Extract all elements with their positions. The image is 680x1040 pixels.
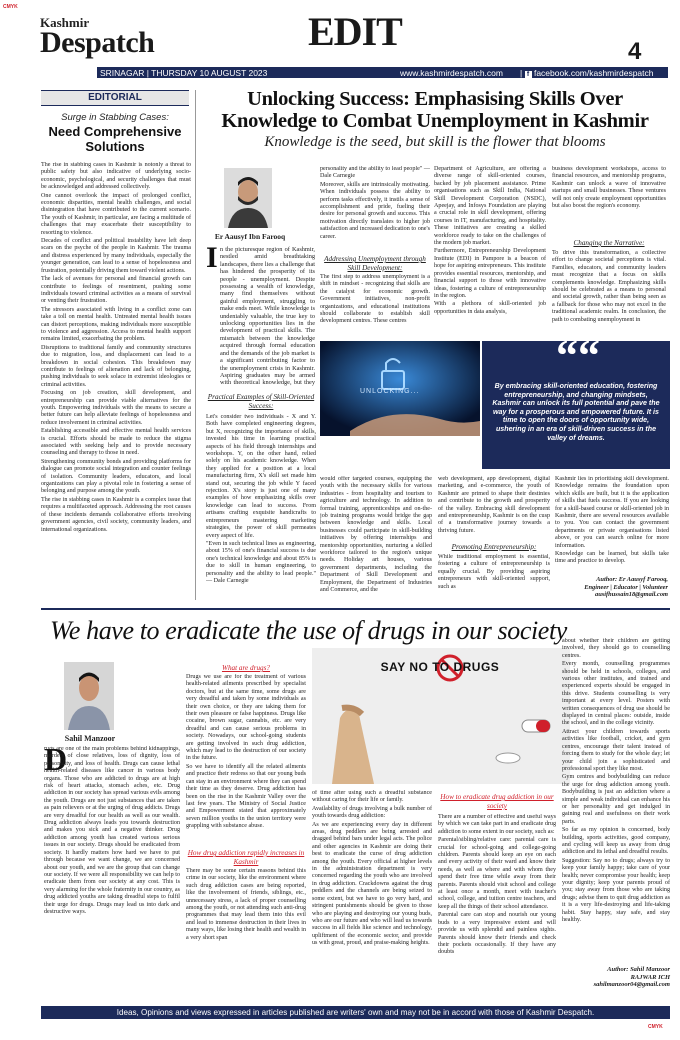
paragraph: Decades of conflict and political instability have left deep scars on the psyche of the people in Kashmir. The trauma and distress experienced by many individuals, especially the younger generation, can lead to a sense of hopelessness and frustration, potentially driving them toward violent actions. (41, 238, 191, 274)
feature-col1 (220, 246, 315, 386)
feature-col2-sub: Addressing Unemployment through Skill Development: (324, 255, 426, 272)
footer-disclaimer: Ideas, Opinions and views expressed in articles published are writers' own and may not be in accord with those of Kashmir Despatch. (116, 1008, 595, 1017)
cmyk-label: CMYK (3, 4, 18, 10)
drugs-col4 (438, 814, 556, 1004)
paragraph: Disruptions to traditional family and community structures due to migration, loss, and displacement can lead to a breakdown in social cohesion. This breakdown may contribute to feelings of alienation and lack of belonging, pushing individuals to seek solace in extremist ideologies or criminal activities. (41, 344, 191, 388)
website-link[interactable]: www.kashmirdespatch.com (400, 68, 503, 78)
section-divider (41, 608, 670, 610)
paragraph: Strengthening community bonds and providing platforms for dialogue can promote social integration and counter feelings of isolation. Community leaders, educators, and local organizations can play a pivotal role in fostering a sense of belonging and purpose among the youth. (41, 458, 191, 495)
column-divider (195, 90, 196, 600)
paragraph: Parental care can stop and nourish our young buds to a very impressive extent and will provide us with splendid and painless sights. Parents should know their friends and check their pockets occasionally. If they have any doubts (438, 912, 556, 956)
feature-col4 (552, 166, 666, 234)
author-photo-illustration (224, 168, 272, 228)
facebook-separator: | (520, 68, 525, 78)
feature-lower3 (555, 476, 669, 574)
paragraph: Let's consider two individuals - X and Y. Both have completed engineering degrees, but X, recognizing the importance of skills, invested his time in learning practical aspects of his field through internships and workshops. Y, on the other hand, relied solely on his academic knowledge. When they applied for a position at a local manufacturing firm, X's skill set made him stand out, securing the job while Y faced rejection. X's story is just one of many examples of how emphasizing skills over knowledge can lead to success. From artisans crafting exquisite handicrafts to entrepreneurs mastering marketing strategies, the power of skill permeates every aspect of life. (206, 414, 316, 539)
drugs-col2b (186, 868, 306, 1004)
feature-lower2-sub: Promoting Entrepreneurship: (451, 543, 537, 551)
paragraph: The first step to address unemployment is a shift in mindset - recognizing that skills are the catalyst for economic growth. Government initiatives, non-profit organizations, and educational institutions should collaborate to establish skill development centres. These centres (320, 274, 430, 325)
feature-bio-email[interactable]: ausifhussain18@gmail.com (595, 591, 668, 599)
feature-lower1 (320, 476, 432, 602)
say-no-text: SAY NO TO DRUGS (380, 660, 500, 674)
paragraph: So we have to identify all the related ailments and practice their redress so that our young buds can stay in an environment where they can spend their time as they deserve. Drug addiction has been on the rise in the Kashmir Valley over the last few years. The Ministry of Social Justice and Empowerment stated that approximately seven million youths in the union territory were grappling with substance abuse. (186, 763, 306, 830)
paragraph: Kashmir lies in prioritising skill development. Knowledge remains the foundation upon which skills are built, but it is the application of skills that fuels success. If you are looking for a skill-based course or skill-oriented job in Kashmir, there are several resources available to you. You can contact the government departments or private organisations listed above, or you can search online for more information. (555, 476, 669, 549)
drugs-col2-sub2: How drug addiction rapidly increases in Kashmir (187, 849, 305, 866)
paragraph: Drugs we use are for the treatment of various health-related ailments prescribed by specialist doctors, but at the same time, some drugs are very dreadful and taken by some individuals as their own choice, or they are taking them for their own pleasure or false happiness. Drugs like cocaine, brown sugar, cannabis, etc. are very dreadful and can cause serious problems in society. Nowadays, our school-going students are getting involved in such drug addiction, which may lead to the destruction of our society in the future. (186, 674, 306, 762)
drugs-headline: We have to eradicate the use of drugs in our society (50, 616, 567, 645)
facebook-link[interactable] (520, 68, 653, 78)
editorial-kicker: Surge in Stabbing Cases: (61, 112, 169, 123)
footer-cmyk: CMYK (648, 1024, 663, 1030)
feature-lower2 (438, 476, 550, 536)
drugs-author-name: Sahil Manzoor (64, 734, 116, 743)
paragraph: Focusing on job creation, skill development, and entrepreneurship can provide viable alternatives for the youth. Empowering individuals with the means to secure a better future can help alleviate feelings of hopelessness and reduce involvement in criminal activities. (41, 390, 191, 426)
paragraph: So far as my opinion is concerned, body building, sports activities, good company, and cycling will keep us away from drug addiction and its lethal and dreadful results. (562, 827, 670, 856)
brand-kashmir: Kashmir (40, 15, 90, 30)
paragraph: of time after using such a dreadful substance without caring for their life or family. (312, 790, 432, 804)
feature-col2 (320, 166, 430, 250)
editorial-body (41, 162, 191, 602)
facebook-url: facebook.com/kashmirdespatch (533, 68, 654, 78)
paragraph: Gym centres and bodybuilding can reduce the urge for drug addiction among youth. Bodybuilding is just an addiction where a simple and weak individual can enhance his or her personality and get indulged in gaining real and usefulness on their work parts. (562, 774, 670, 825)
paragraph: Every month, counselling programmes should be held in schools, colleges, and various other institutes, and trained and experienced experts should be engaged in this drive. Students counselling is very important at every level. Posters with written consequences of drug use should be displayed in central places: outside, inside the school, and in the college vicinity. (562, 661, 670, 727)
paragraph: As we are experiencing every day in different areas, drug peddlers are being arrested and dragged behind bars under legal acts. The police and other agencies in Kashmir are doing their best to eradicate the curse of drug addiction among the youth. Every official at higher levels in the administration department is very concerned regarding the youth who are involved in drug addiction. Crackdowns against the drug peddlers and the channels are being seized to some extent, but we have to go very hard, and stringent punishments should be given to those who are playing and destroying our young buds, who are our future and who will lead us towards success in all fields like science and technology, upliftment of the economic sector, and provide us with great, proud, and praise-making heights. (312, 821, 432, 947)
feature-col1b (206, 414, 316, 602)
facebook-icon: f (525, 71, 532, 78)
paragraph: Furthermore, Entrepreneurship Development Institute (EDI) in Pampore is a beacon of hope for aspiring entrepreneurs. This institute provides essential resources, mentorship, and financial support to those with innovative ideas, fostering a culture of entrepreneurship in the region. (434, 248, 546, 299)
paragraph: about whether their children are getting involved, they should go to counselling centres. (562, 638, 670, 659)
drugs-col3 (312, 790, 432, 1004)
paragraph: Establishing accessible and effective mental health services is crucial. Efforts should be made to reduce the stigma associated with seeking help and to provide necessary counseling and therapy to those in need. (41, 428, 191, 457)
page-number: 4 (628, 38, 642, 65)
paragraph: rugs are one of the main problems behind kidnappings, murders of close relatives, loss of dignity, loss of personality, and loss of health. Drugs can cause lethal health-related diseases like cancer in various body organs. Those who are addicted to drugs are at high risk of heart attacks, stomach aches, etc. Drug addiction in our society has spread various evils among the youth. Drugs are not just substances that are taken as pain relievers or at the urging of drug addicts. Drugs are very dreadful for our health as well as our wealth. Drug addiction always leads you towards destruction and makes you sick and a negative thinker. Drug addiction among youth has created various serious issues in our society. Drugs should be eradicated from society. It hardly matters how hard we have to put through because we want change, we are concerned about our youth, and we are the group that can change our society. If we were all responsibility we can help to eradicate them from our society at any cost. This is very alarming for the whole fraternity in our country, as drug addicted youths are taking dreadful steps to fulfil their urge for drugs. Drugs may lead us into dark and destructive ways. (44, 746, 180, 915)
paragraph: business development workshops, access to financial resources, and mentorship programs, Kashmir can unlock a wave of innovative startups and small businesses. These ventures will not only create employment opportunities but also boost the region's economy. (552, 166, 666, 210)
unlocking-image-text: UNLOCKING... (360, 388, 420, 395)
paragraph: The rise in stabbing cases in Kashmir is a complex issue that requires a multifaceted approach. Addressing the root causes of these incidents demands collaborative efforts involving government agencies, civil society, community leaders, and international organizations. (41, 496, 191, 533)
cmyk-registration-mark (3, 4, 18, 10)
paragraph: Availability of drugs involving a bulk number of youth towards drug addiction: (312, 805, 432, 820)
drugs-col2-sub: What are drugs? (221, 665, 271, 672)
drugs-author-illustration (64, 662, 114, 730)
drugs-col4-sub: How to eradicate drug addiction in our society (440, 793, 554, 810)
feature-bio-role: Engineer | Educator | Volunteer (584, 583, 668, 591)
feature-col2b (320, 274, 430, 336)
drugs-bio (562, 966, 670, 989)
paragraph: Parental/sibling/relative care: parental care is crucial for school-going and college-going children. Parents should keep an eye on each and every activity of their ward and know their needs, as well as where and with whom they spend their free time while away from their parents. Parents should visit school and college at least once a month, meet with teacher's school, college, and tuition centre teachers, and keep all the things of their school attendance. (438, 837, 556, 910)
paragraph: To drive this transformation, a collective effort to change societal perceptions is vital. Families, educators, and community leaders must recognize that a focus on skills complements knowledge. Emphasizing skills should be celebrated as a means to personal and societal growth, rather than being seen as a fallback for those who may not excel in the traditional academic realm. In conclusion, the path to combating unemployment in (552, 250, 666, 323)
paragraph: would offer targeted courses, equipping the youth with the necessary skills for various industries - from hospitality and tourism to agriculture and technology. In addition to formal training, apprenticeships and on-the-job training programs would bridge the gap between knowledge and skills. Local businesses could participate in skill-building initiatives by offering internships and mentorship opportunities, nurturing a skilled workforce tailored to the region's unique needs. Holiday art houses, various government departments, including the Department of Skill Development and Employment, the Department of Industries and Commerce, and the (320, 476, 432, 594)
drugs-author-photo (64, 662, 114, 730)
section-title: EDIT (308, 9, 402, 54)
drugs-col5 (562, 638, 670, 964)
editorial-title: Need Comprehensive Solutions (48, 124, 182, 154)
feature-col4b (552, 250, 666, 336)
drugs-col2 (186, 674, 306, 844)
paragraph: n the picturesque region of Kashmir, nestled amid breathtaking landscapes, there lies a challenge that has hindered the prosperity of its people - unemployment. Despite possessing a wealth of knowledge, many find themselves without gainful employment, struggling to make ends meet. While knowledge is undeniably valuable, the true key to unlocking opportunities lies in the development of practical skills. The mismatch between the knowledge acquired through formal education and the demands of the job market is a significant contributing factor to the unemployment crisis in Kashmir. Aspiring graduates may be armed with theoretical knowledge, but they (220, 246, 315, 386)
feature-col1-sub: Practical Examples of Skill-Oriented Success: (207, 393, 315, 410)
dateline: SRINAGAR | THURSDAY 10 AUGUST 2023 (100, 68, 268, 78)
pull-quote-text: By embracing skill-oriented education, fostering entrepreneurship, and changing mindsets, Kashmir can unlock its full potential and pave the way for a prosperous and empowered future. It is time to open the doors of opportunity wide, ushering in an era of skill-driven success in the valley of dreams. (492, 382, 660, 442)
paragraph: web development, app development, digital marketing, and e-commerce, the youth of Kashmir are primed to shape their destinies and contribute to the growth and prosperity of the valley. Embracing skill development and entrepreneurship, Kashmir is on the cusp of a transformative journey towards a thriving future. (438, 476, 550, 534)
paragraph: There may be some certain reasons behind this crime in our society, like the environment where such drug addiction cases are being reported, like the involvement of friends, siblings, etc., unnecessary stress, a lack of proper counselling among the youth, or not attending such anti-drug programmes that may lead them into this evil and lead to immense destruction in their lives in many ways, like losing their health and wealth in a very short span (186, 868, 306, 941)
paragraph: personality and the ability to lead people" — Dale Carnegie (320, 166, 430, 180)
drugs-bio-email[interactable]: sahilmanzoor04@gmail.com (593, 981, 670, 989)
drugs-bio-place: RAJWAR ICH (630, 973, 670, 981)
feature-headline: Unlocking Success: Emphasising Skills Over Knowledge to Combat Unemployment in Kashmir (221, 88, 649, 132)
paragraph: While traditional employment is essential, fostering a culture of entrepreneurship is equally crucial. By providing aspiring entrepreneurs with skill-oriented support, such as (438, 554, 550, 590)
feature-deck: Knowledge is the seed, but skill is the flower that blooms (264, 134, 606, 150)
feature-drop-cap: I (206, 241, 218, 274)
feature-bio-author: Author: Er Aausyf Farooq, (596, 576, 668, 583)
paragraph: The lack of avenues for personal and financial growth can contribute to feelings of resentment, pushing some individuals toward criminal activities as a means of survival or venting their frustration. (41, 276, 191, 305)
paragraph: "Even in such technical lines as engineering, about 15% of one's financial success is due one's technical knowledge and about 85% is due to skill in human engineering, to personality and the ability to lead people." — Dale Carnegie (206, 540, 316, 584)
feature-lower2b (438, 554, 550, 602)
paragraph: Moreover, skills are intrinsically motivating. When individuals possess the ability to perform tasks effectively, it instils a sense of accomplishment and pride, fueling their desire for personal growth and success. This motivation directly translates to higher job satisfaction and increased dedication to one's career. (320, 181, 430, 240)
paragraph: With a plethora of skill-oriented job opportunities in data analysis, (434, 301, 546, 315)
paragraph: Attract your children towards sports activities like football, cricket, and gym centres, encourage their talent instead of forcing them to study for the whole day; let your child join a sophisticated and professional sport they like most. (562, 728, 670, 772)
paragraph: The stressors associated with living in a conflict zone can take a toll on mental health. Untreated mental health issues can distort perceptions, making individuals more susceptible to violence and aggression. Access to mental health support remains limited, exacerbating the problem. (41, 306, 191, 343)
author-photo (224, 168, 272, 228)
drugs-col1 (44, 741, 180, 1004)
paragraph: There are a number of effective and useful ways by which we can take part in and eradicate drug addiction to some extent in our society, such as: (438, 814, 556, 835)
paragraph: Department of Agriculture, are offering a diverse range of skill-oriented courses, backed by job placement assistance. Prime organisations such as Skill India, National Skill Development Corporation (NSDC), Apeejay, and Infosys Foundation are playing a crucial role in skill development, offering courses in IT, manufacturing, and hospitality. These initiatives are creating a skilled workforce ready to take on the challenges of the modern job market. (434, 166, 546, 247)
brand-despatch: Despatch (40, 26, 155, 59)
paragraph: The rise in stabbing cases in Kashmir is notonly a threat to public safety but also indicative of underlying socio-economic, psychological, and security challenges that must be acknowledged and addressed collectively. (41, 162, 191, 191)
feature-author-name: Er Aausyf Ibn Farooq (214, 232, 286, 241)
drugs-drop-cap: D (44, 741, 68, 777)
pull-quote-mark: ““ (556, 331, 600, 380)
paragraph: Knowledge can be learned, but skills take time and practice to develop. (555, 551, 669, 565)
feature-col4-sub: Changing the Narrative: (573, 239, 645, 247)
editorial-label: EDITORIAL (88, 92, 142, 103)
feature-bio (555, 576, 668, 599)
paragraph: Suggestion: Say no to drugs; always try to keep your family happy; take care of your health; never compromise your health; keep your dignity; keep your parents proud of you; stay away from those who are taking drugs; advise them to quit drug addiction as it is a very life-destroying and life-taking habit. Stay happy, stay safe, and stay healthy. (562, 857, 670, 924)
feature-col3 (434, 166, 546, 336)
drugs-bio-author: Author: Sahil Manzoor (607, 966, 670, 973)
paragraph: One cannot overlook the impact of prolonged conflict, economic disparities, mental health challenges, and social disintegration that have contributed to the current scenario. The youth of Kashmir, in particular, are facing a multitude of challenges that may exacerbate their susceptibility to resorting to violence. (41, 192, 191, 236)
